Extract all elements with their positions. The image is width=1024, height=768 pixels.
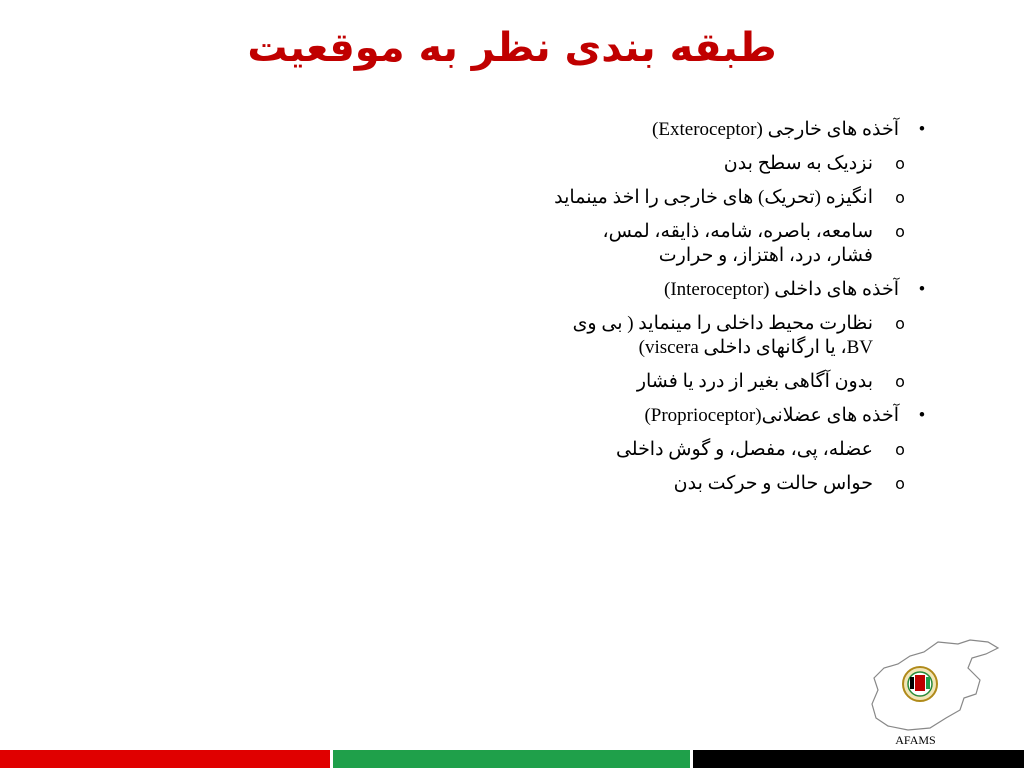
sub-marker: o <box>895 154 905 173</box>
sub-item <box>479 370 929 394</box>
sub-item <box>479 186 929 210</box>
bullet-marker: • <box>918 119 926 140</box>
footer-green-segment <box>333 750 690 768</box>
sub-item-text: بدون آگاهی بغیر از درد یا فشار <box>636 371 873 392</box>
sub-marker: o <box>895 474 905 493</box>
sub-marker: o <box>895 314 905 333</box>
emblem-center <box>915 675 925 691</box>
footer-red-segment <box>0 750 330 768</box>
footer-black-segment <box>693 750 1024 768</box>
sub-item-text: نزدیک به سطح بدن <box>723 153 873 174</box>
bullet-marker: • <box>918 279 926 300</box>
sub-marker: o <box>895 372 905 391</box>
sub-marker: o <box>895 440 905 459</box>
bullet-item-interoceptor <box>479 278 929 302</box>
bullet-text: آخذه های عضلانی(Proprioceptor) <box>644 405 899 426</box>
sub-item-text: عضله، پی، مفصل، و گوش داخلی <box>615 439 873 460</box>
sub-item-text: نظارت محیط داخلی را مینماید ( بی وی BV، یا ارگانهای داخلی viscera) <box>572 313 873 358</box>
footer-label: AFAMS <box>895 733 936 747</box>
afghanistan-map-logo <box>868 638 1000 734</box>
sub-item <box>479 152 929 176</box>
sub-item <box>479 220 929 268</box>
sub-marker: o <box>895 188 905 207</box>
bullet-item-exteroceptor <box>479 118 929 142</box>
bullet-list <box>479 118 929 506</box>
sub-marker: o <box>895 222 905 241</box>
bullet-text: آخذه های خارجی (Exteroceptor) <box>652 119 899 140</box>
bullet-item-proprioceptor <box>479 404 929 428</box>
bullet-text: آخذه های داخلی (Interoceptor) <box>664 279 899 300</box>
slide-title: طبقه بندی نظر به موقعیت <box>247 25 777 71</box>
sub-item <box>479 312 929 360</box>
sub-item <box>479 438 929 462</box>
emblem-right <box>926 677 930 689</box>
footer-color-bar <box>0 750 1024 768</box>
sub-item-text: سامعه، باصره، شامه، ذایقه، لمس، فشار، درد، اهتزاز، و حرارت <box>602 221 873 266</box>
sub-item-text: حواس حالت و حرکت بدن <box>673 473 873 494</box>
emblem-left <box>910 677 914 689</box>
bullet-marker: • <box>918 405 926 426</box>
sub-item-text: انگیزه (تحریک) های خارجی را اخذ مینماید <box>554 187 873 208</box>
sub-item <box>479 472 929 496</box>
